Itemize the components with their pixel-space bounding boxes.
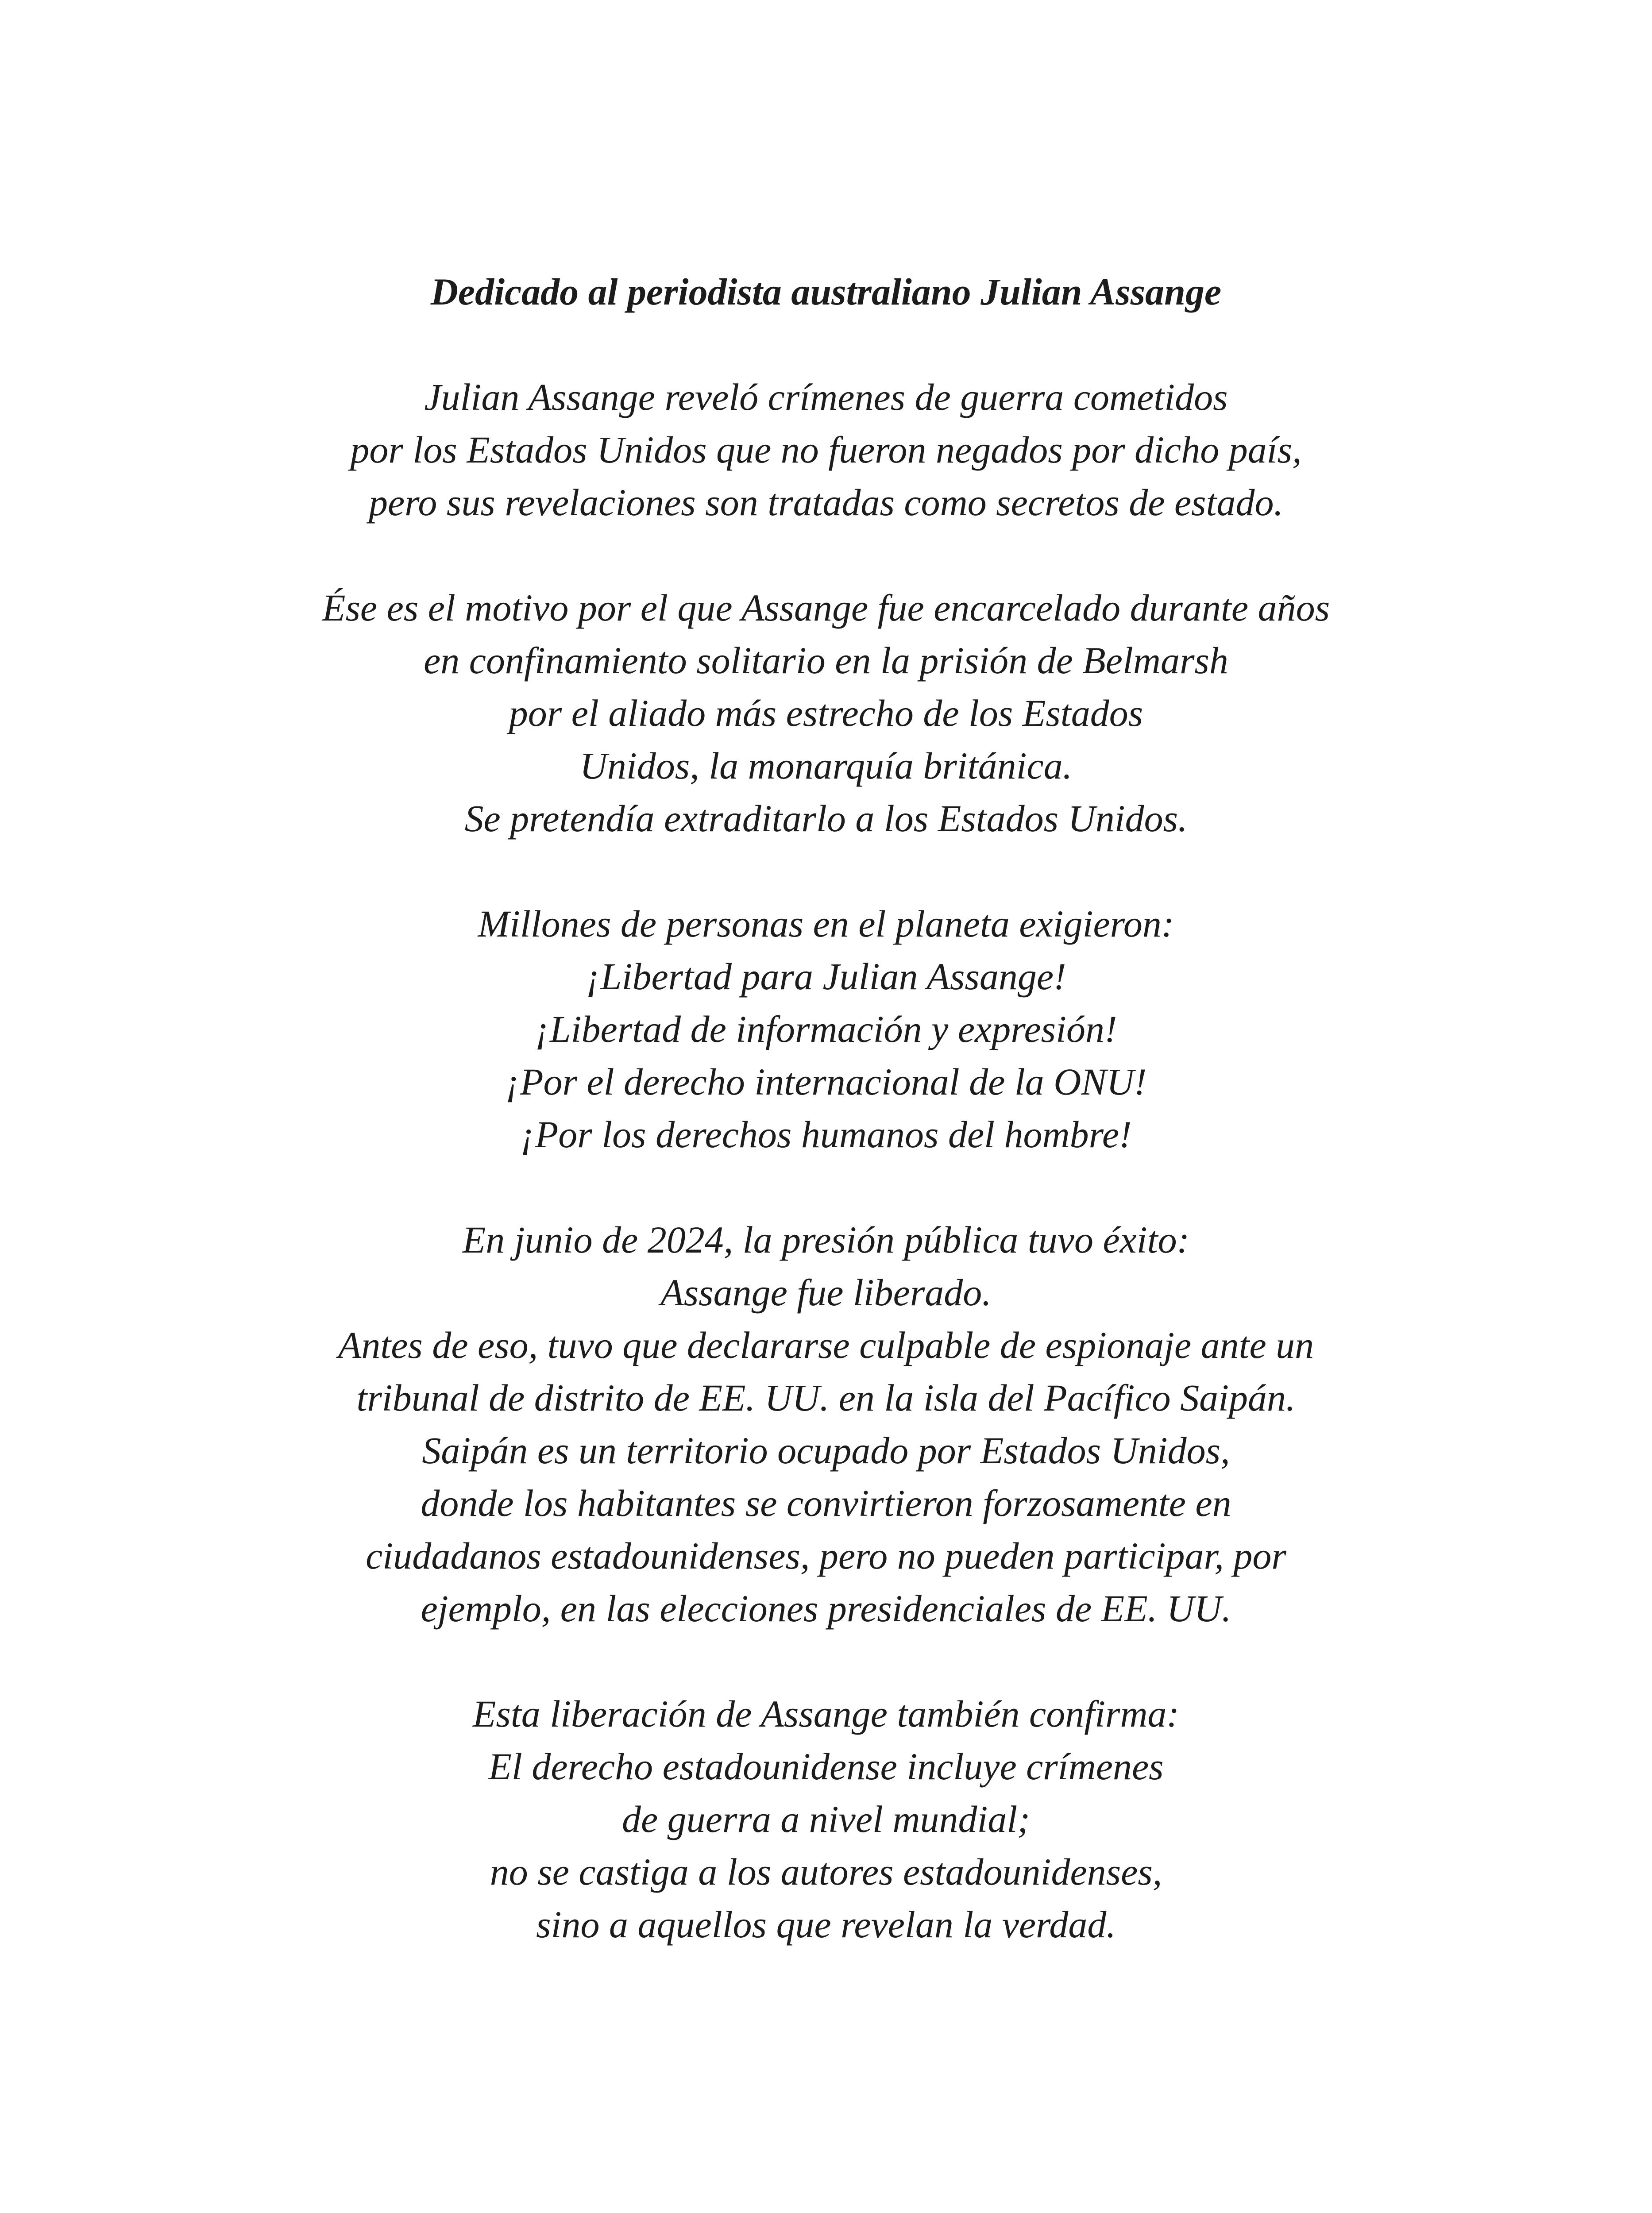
poem-line: Assange fue liberado. <box>660 1271 992 1314</box>
poem-line: pero sus revelaciones son tratadas como secretos de estado. <box>368 481 1284 524</box>
poem-line: no se castiga a los autores estadounidenses, <box>490 1851 1162 1893</box>
poem-line: En junio de 2024, la presión pública tuvo éxito: <box>462 1218 1190 1261</box>
poem-line: ¡Libertad de información y expresión! <box>535 1008 1117 1050</box>
poem-line: Saipán es un territorio ocupado por Estados Unidos, <box>422 1429 1230 1472</box>
poem-line: Esta liberación de Assange también confirma: <box>472 1693 1180 1735</box>
dedication-title: Dedicado al periodista australiano Julian Assange <box>430 270 1222 313</box>
poem-line: sino a aquellos que revelan la verdad. <box>536 1903 1116 1946</box>
stanza-5 <box>133 1688 1519 1951</box>
poem-line: Unidos, la monarquía británica. <box>579 744 1073 787</box>
stanza-1 <box>133 371 1519 529</box>
poem-line: Antes de eso, tuvo que declararse culpable de espionaje ante un <box>338 1324 1314 1366</box>
poem-line: Millones de personas en el planeta exigieron: <box>478 902 1174 945</box>
poem-line: por los Estados Unidos que no fueron negados por dicho país, <box>350 428 1302 471</box>
stanza-4 <box>133 1214 1519 1635</box>
poem-line: Julian Assange reveló crímenes de guerra cometidos <box>424 376 1228 418</box>
poem-line: por el aliado más estrecho de los Estados <box>509 692 1143 734</box>
poem-line: ¡Libertad para Julian Assange! <box>586 955 1066 998</box>
poem-line: ¡Por los derechos humanos del hombre! <box>520 1113 1132 1156</box>
stanza-3 <box>133 898 1519 1161</box>
poem-line: en confinamiento solitario en la prisión de Belmarsh <box>424 639 1228 682</box>
poem-line: de guerra a nivel mundial; <box>622 1798 1030 1840</box>
poem-line: El derecho estadounidense incluye crímenes <box>488 1745 1164 1788</box>
poem-line: Se pretendía extraditarlo a los Estados Unidos. <box>464 797 1188 840</box>
poem-line: ciudadanos estadounidenses, pero no pueden participar, por <box>366 1534 1286 1577</box>
stanza-2 <box>133 582 1519 845</box>
poem-stanzas <box>133 371 1519 1951</box>
poem-line: ejemplo, en las elecciones presidenciales de EE. UU. <box>421 1587 1231 1630</box>
poem-line: tribunal de distrito de EE. UU. en la isla del Pacífico Saipán. <box>356 1376 1296 1419</box>
poem-line: ¡Por el derecho internacional de la ONU! <box>505 1060 1147 1103</box>
document-body <box>133 266 1519 1951</box>
poem-line: Ése es el motivo por el que Assange fue encarcelado durante años <box>322 586 1330 629</box>
poem-line: donde los habitantes se convirtieron forzosamente en <box>421 1482 1231 1524</box>
